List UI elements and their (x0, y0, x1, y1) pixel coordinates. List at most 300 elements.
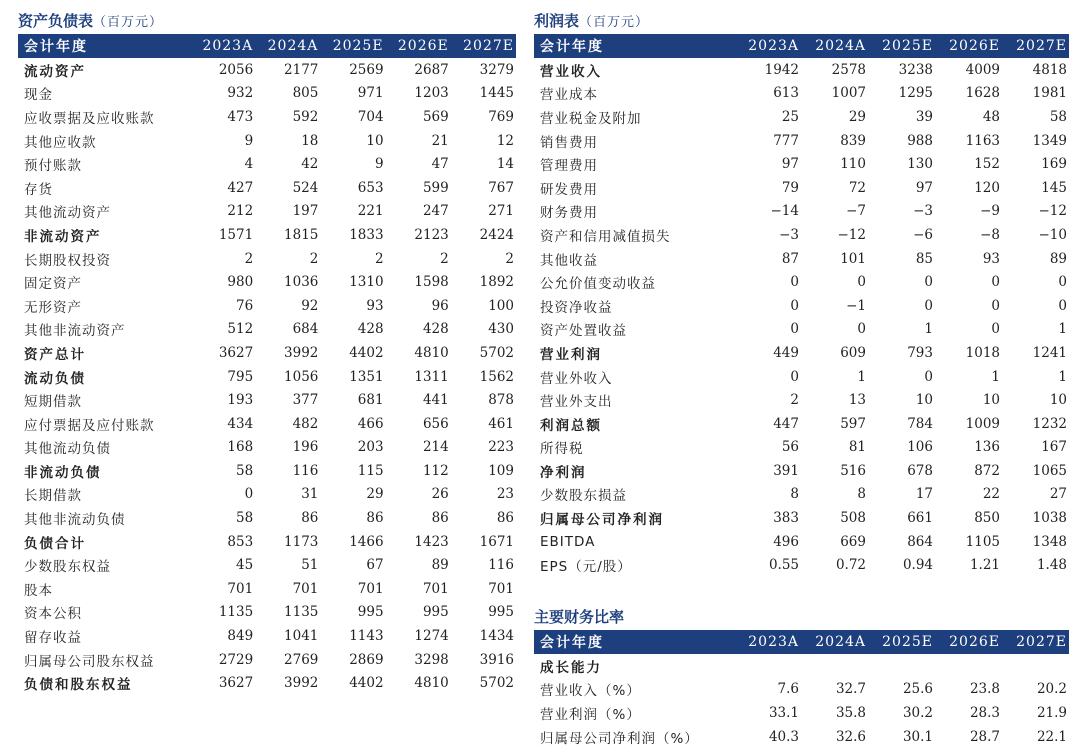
cell-value: 1065 (1032, 462, 1067, 479)
row-label: 营业收入 (540, 63, 602, 80)
row-label: 非流动负债 (24, 464, 102, 481)
cell-value: 93 (982, 250, 1000, 267)
cell-value: 508 (840, 510, 866, 527)
cell-value: 653 (357, 179, 384, 196)
cell-value: −3 (913, 203, 933, 220)
balance-sheet-panel (18, 8, 516, 695)
cell-value: 839 (840, 132, 866, 149)
header-year: 2027E (1016, 634, 1067, 650)
cell-value: 0 (991, 321, 1000, 338)
cell-value: 25.6 (902, 681, 933, 698)
cell-value: 81 (848, 439, 866, 456)
table-row (534, 58, 1069, 82)
cell-value: 427 (227, 179, 254, 196)
cell-value: 96 (431, 297, 449, 314)
ratio-panel (534, 604, 1069, 748)
income-unit: （百万元） (579, 15, 650, 30)
cell-value: 67 (366, 557, 384, 574)
header-year: 2026E (949, 634, 1000, 650)
cell-value: 196 (292, 439, 319, 456)
cell-value: 86 (366, 510, 384, 527)
cell-value: 22.1 (1036, 728, 1067, 745)
ratio-table (534, 630, 1069, 748)
cell-value: 0 (790, 321, 799, 338)
cell-value: 3916 (479, 651, 514, 668)
cell-value: 1143 (349, 628, 384, 645)
cell-value: 1163 (965, 132, 1000, 149)
cell-value: 22 (982, 486, 1000, 503)
cell-value: 1135 (218, 604, 254, 621)
cell-value: 0 (790, 368, 799, 385)
cell-value: 32.6 (835, 728, 866, 745)
cell-value: 0.72 (835, 557, 866, 574)
cell-value: 152 (974, 156, 1000, 173)
cell-value: 3627 (218, 344, 254, 361)
cell-value (734, 654, 801, 678)
cell-value: 12 (496, 132, 514, 149)
cell-value: 1036 (284, 274, 319, 291)
table-row (534, 412, 1069, 436)
cell-value: 681 (357, 392, 384, 409)
cell-value: 1310 (349, 274, 384, 291)
cell-value: 1 (991, 368, 1000, 385)
row-label: 其他非流动资产 (24, 323, 126, 340)
cell-value: 35.8 (835, 704, 866, 721)
cell-value: 87 (781, 250, 799, 267)
cell-value: 18 (301, 132, 319, 149)
cell-value: −3 (779, 226, 799, 243)
cell-value: 2424 (479, 226, 514, 243)
table-row (18, 247, 516, 271)
row-label: 所得税 (540, 441, 584, 458)
row-label: 其他流动负债 (24, 441, 111, 458)
row-label: EPS（元/股） (540, 559, 632, 576)
cell-value: 27 (1049, 486, 1067, 503)
cell-value: 1232 (1032, 415, 1067, 432)
cell-value: 28.7 (969, 728, 1000, 745)
table-header (534, 34, 1069, 58)
table-row (18, 436, 516, 460)
table-row (18, 601, 516, 625)
cell-value: 168 (227, 439, 254, 456)
cell-value: 47 (431, 156, 449, 173)
table-row (18, 365, 516, 389)
cell-value: 32.7 (835, 681, 866, 698)
balance-unit: （百万元） (93, 15, 164, 30)
cell-value: 203 (357, 439, 384, 456)
cell-value: 1562 (479, 368, 514, 385)
cell-value: 995 (357, 604, 384, 621)
cell-value: 1942 (764, 61, 799, 78)
cell-value: 212 (227, 203, 254, 220)
table-row (534, 388, 1069, 412)
cell-value: 428 (422, 321, 449, 338)
cell-value: 0 (244, 486, 254, 503)
cell-value: 1571 (218, 226, 254, 243)
cell-value: 434 (227, 415, 254, 432)
row-label: 存货 (24, 181, 53, 198)
cell-value: 197 (292, 203, 319, 220)
cell-value: 391 (773, 462, 799, 479)
cell-value: 89 (431, 557, 449, 574)
header-year: 2023A (748, 634, 799, 650)
cell-value: 23.8 (969, 681, 1000, 698)
cell-value: 0 (790, 297, 799, 314)
header-year: 2024A (267, 38, 319, 54)
cell-value: 97 (915, 179, 933, 196)
cell-value: 86 (496, 510, 514, 527)
row-label: 营业外支出 (540, 394, 613, 411)
table-row (18, 294, 516, 318)
cell-value: 58 (1049, 108, 1067, 125)
row-label: 成长能力 (540, 659, 602, 676)
cell-value: 21 (431, 132, 449, 149)
table-row (18, 82, 516, 106)
cell-value: 441 (422, 392, 449, 409)
row-label: 营业利润（%） (540, 706, 641, 723)
cell-value: 932 (227, 85, 254, 102)
table-row (18, 318, 516, 342)
income-statement-title (534, 8, 1069, 34)
cell-value: 784 (907, 415, 933, 432)
cell-value: 115 (357, 462, 384, 479)
cell-value: 30.2 (902, 704, 933, 721)
cell-value: 1 (1058, 321, 1067, 338)
table-row (18, 624, 516, 648)
cell-value: 793 (907, 344, 933, 361)
cell-value: 33.1 (768, 704, 799, 721)
cell-value: 864 (907, 533, 933, 550)
cell-value: 669 (840, 533, 866, 550)
cell-value: 853 (227, 533, 254, 550)
cell-value: 1981 (1032, 85, 1067, 102)
ratio-title-text: 主要财务比率 (534, 608, 625, 626)
row-label: 管理费用 (540, 158, 598, 175)
row-label: 归属母公司净利润（%） (540, 730, 699, 747)
row-label: 少数股东权益 (24, 559, 111, 576)
cell-value: 101 (840, 250, 866, 267)
cell-value: 1038 (1032, 510, 1067, 527)
row-label: 营业外收入 (540, 370, 613, 387)
table-row (534, 318, 1069, 342)
cell-value: 271 (488, 203, 514, 220)
cell-value: 40.3 (768, 728, 799, 745)
row-label: 固定资产 (24, 276, 82, 293)
cell-value: 0.94 (902, 557, 933, 574)
cell-value: 10 (1049, 392, 1067, 409)
cell-value: 247 (422, 203, 449, 220)
cell-value: 31 (301, 486, 319, 503)
cell-value: 980 (227, 274, 254, 291)
cell-value: 130 (907, 156, 933, 173)
row-label: 营业税金及附加 (540, 110, 642, 127)
cell-value: 92 (301, 297, 319, 314)
table-row (534, 701, 1069, 725)
cell-value: 613 (773, 85, 799, 102)
cell-value: 684 (292, 321, 319, 338)
cell-value: 42 (301, 156, 319, 173)
table-row (18, 388, 516, 412)
cell-value: 496 (773, 533, 799, 550)
cell-value: 569 (422, 108, 449, 125)
cell-value: −9 (980, 203, 1000, 220)
cell-value: 0 (1058, 274, 1067, 291)
cell-value: 656 (422, 415, 449, 432)
cell-value: 767 (488, 179, 514, 196)
cell-value: 93 (366, 297, 384, 314)
header-year: 2023A (202, 38, 254, 54)
cell-value: 0 (924, 274, 933, 291)
cell-value: 2 (374, 250, 384, 267)
row-label: 短期借款 (24, 394, 82, 411)
cell-value: 1.48 (1036, 557, 1067, 574)
cell-value: 10 (915, 392, 933, 409)
table-row (18, 105, 516, 129)
cell-value: −7 (846, 203, 866, 220)
cell-value: 56 (781, 439, 799, 456)
cell-value: 29 (366, 486, 384, 503)
cell-value: 9 (244, 132, 254, 149)
cell-value: 988 (907, 132, 933, 149)
row-label: 其他流动资产 (24, 205, 111, 222)
row-label: 长期股权投资 (24, 252, 111, 269)
table-row (534, 365, 1069, 389)
table-row (18, 459, 516, 483)
cell-value: 110 (840, 156, 866, 173)
table-row (534, 483, 1069, 507)
cell-value: 1 (857, 368, 866, 385)
cell-value: 878 (488, 392, 514, 409)
cell-value: 1423 (414, 533, 449, 550)
row-label: 非流动资产 (24, 228, 102, 245)
table-row (18, 648, 516, 672)
row-label: 流动资产 (24, 63, 86, 80)
cell-value: 466 (357, 415, 384, 432)
row-label: 资产和信用减值损失 (540, 228, 671, 245)
row-label: 负债和股东权益 (24, 677, 133, 694)
cell-value: 1833 (349, 226, 384, 243)
cell-value: 383 (773, 510, 799, 527)
cell-value: 1056 (284, 368, 319, 385)
row-label: 资产总计 (24, 346, 86, 363)
table-row (18, 412, 516, 436)
cell-value: 13 (848, 392, 866, 409)
table-row (534, 129, 1069, 153)
cell-value: 214 (422, 439, 449, 456)
header-year: 2026E (397, 38, 449, 54)
cell-value: 1.21 (969, 557, 1000, 574)
cell-value: 701 (292, 580, 319, 597)
cell-value: 971 (357, 85, 384, 102)
cell-value: 109 (488, 462, 514, 479)
cell-value: −12 (1038, 203, 1067, 220)
cell-value: 2687 (414, 61, 449, 78)
table-row (18, 129, 516, 153)
table-header (18, 34, 516, 58)
header-year: 2025E (882, 38, 933, 54)
cell-value: 0 (924, 368, 933, 385)
cell-value: 86 (431, 510, 449, 527)
cell-value: 995 (488, 604, 514, 621)
cell-value: 701 (488, 580, 514, 597)
table-row (18, 58, 516, 82)
cell-value: 169 (1041, 156, 1067, 173)
cell-value: 872 (974, 462, 1000, 479)
cell-value: 2 (440, 250, 449, 267)
cell-value: 0 (790, 274, 799, 291)
cell-value (935, 654, 1002, 678)
cell-value: 3279 (479, 61, 514, 78)
table-row (18, 270, 516, 294)
cell-value: 377 (292, 392, 319, 409)
row-label: 其他应收款 (24, 134, 97, 151)
cell-value: 0 (1058, 297, 1067, 314)
cell-value: −14 (770, 203, 799, 220)
cell-value: 2 (790, 392, 799, 409)
cell-value: 20.2 (1036, 681, 1067, 698)
cell-value: 1274 (414, 628, 449, 645)
cell-value: 76 (236, 297, 254, 314)
cell-value: 447 (773, 415, 799, 432)
header-year: 2027E (1016, 38, 1067, 54)
cell-value: 21.9 (1036, 704, 1067, 721)
table-row (534, 436, 1069, 460)
cell-value: 1892 (479, 274, 514, 291)
row-label: 少数股东损益 (540, 488, 627, 505)
cell-value: 704 (357, 108, 384, 125)
cell-value: 1445 (479, 85, 514, 102)
table-row (534, 294, 1069, 318)
cell-value: 2 (505, 250, 514, 267)
row-label: 营业利润 (540, 346, 602, 363)
cell-value: 4810 (414, 344, 449, 361)
cell-value: 430 (488, 321, 514, 338)
cell-value: 29 (848, 108, 866, 125)
cell-value: 79 (781, 179, 799, 196)
row-label: 留存收益 (24, 630, 82, 647)
row-label: 营业成本 (540, 87, 598, 104)
row-label: 流动负债 (24, 370, 86, 387)
cell-value: 112 (422, 462, 449, 479)
cell-value: 106 (907, 439, 933, 456)
cell-value: 0 (857, 321, 866, 338)
cell-value: 512 (227, 321, 254, 338)
income-statement-table (534, 34, 1069, 577)
row-label: 长期借款 (24, 488, 82, 505)
table-row (534, 506, 1069, 530)
table-row (18, 152, 516, 176)
cell-value: 1348 (1032, 533, 1067, 550)
cell-value: 2569 (349, 61, 384, 78)
cell-value: 2177 (284, 61, 319, 78)
header-year: 2026E (949, 38, 1000, 54)
row-label: 净利润 (540, 464, 587, 481)
cell-value: −12 (837, 226, 866, 243)
cell-value: 1173 (284, 533, 319, 550)
cell-value: 1007 (831, 85, 866, 102)
cell-value: 51 (301, 557, 319, 574)
cell-value: 7.6 (777, 681, 799, 698)
cell-value: 1241 (1032, 344, 1067, 361)
cell-value: 17 (915, 486, 933, 503)
cell-value: 1815 (284, 226, 319, 243)
cell-value: 10 (982, 392, 1000, 409)
table-row (18, 483, 516, 507)
row-label: 资本公积 (24, 606, 82, 623)
cell-value: 2056 (218, 61, 254, 78)
table-row (18, 553, 516, 577)
cell-value: 1009 (965, 415, 1000, 432)
cell-value: 136 (974, 439, 1000, 456)
cell-value: 14 (496, 156, 514, 173)
cell-value: 473 (227, 108, 254, 125)
cell-value: 86 (301, 510, 319, 527)
header-year: 2025E (882, 634, 933, 650)
cell-value: 661 (907, 510, 933, 527)
row-label: 利润总额 (540, 417, 602, 434)
cell-value: 1018 (965, 344, 1000, 361)
header-year: 2027E (463, 38, 514, 54)
cell-value: 1203 (414, 85, 449, 102)
cell-value: 516 (840, 462, 866, 479)
cell-value: 4009 (965, 61, 1000, 78)
cell-value: 449 (773, 344, 799, 361)
row-label: 其他非流动负债 (24, 512, 126, 529)
cell-value: 89 (1049, 250, 1067, 267)
row-label: 股本 (24, 582, 53, 599)
table-row (534, 678, 1069, 702)
cell-value: 1466 (349, 533, 384, 550)
table-row (18, 223, 516, 247)
cell-value: 1105 (965, 533, 1000, 550)
cell-value: 28.3 (969, 704, 1000, 721)
cell-value: 23 (496, 486, 514, 503)
cell-value: 5702 (479, 344, 514, 361)
cell-value: −8 (980, 226, 1000, 243)
cell-value: 25 (781, 108, 799, 125)
cell-value: 1671 (479, 533, 514, 550)
cell-value: 701 (422, 580, 449, 597)
table-row (534, 459, 1069, 483)
table-header (534, 630, 1069, 654)
cell-value: 1 (1058, 368, 1067, 385)
cell-value: 2 (309, 250, 319, 267)
table-row (534, 152, 1069, 176)
cell-value: 120 (974, 179, 1000, 196)
row-label: 资产处置收益 (540, 323, 627, 340)
cell-value: 1434 (479, 628, 514, 645)
table-row (18, 530, 516, 554)
cell-value: 592 (292, 108, 319, 125)
table-row (18, 341, 516, 365)
cell-value: 4402 (349, 675, 384, 692)
cell-value: 805 (292, 85, 319, 102)
cell-value (1002, 654, 1069, 678)
table-row (18, 176, 516, 200)
cell-value (868, 654, 935, 678)
row-label: 归属母公司净利润 (540, 512, 664, 529)
cell-value: 58 (236, 510, 254, 527)
balance-sheet-table (18, 34, 516, 695)
row-label: 营业收入（%） (540, 683, 641, 700)
header-year: 2024A (815, 634, 866, 650)
row-label: 无形资产 (24, 299, 82, 316)
cell-value: 2578 (831, 61, 866, 78)
cell-value: 2729 (218, 651, 254, 668)
row-label: 其他收益 (540, 252, 598, 269)
header-label: 会计年度 (540, 635, 604, 651)
cell-value: 0 (991, 297, 1000, 314)
